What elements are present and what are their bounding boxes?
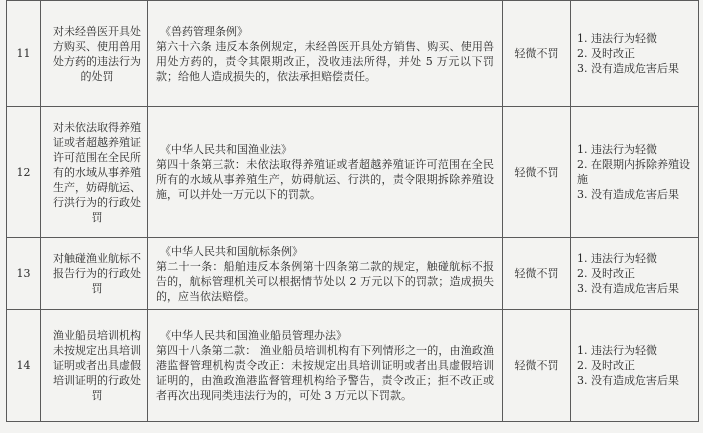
violation-item: 对未经兽医开具处方购买、使用兽用处方药的违法行为的处罚: [41, 1, 148, 107]
table-row: [7, 1, 699, 107]
law-title: 《兽药管理条例》: [160, 24, 248, 38]
row-number: 14: [7, 310, 41, 422]
legal-basis: [148, 1, 503, 107]
row-number: 12: [7, 107, 41, 238]
row-number: 11: [7, 1, 41, 107]
table-row: [7, 107, 699, 238]
legal-basis: [148, 238, 503, 310]
conditions: [571, 107, 699, 238]
condition-item: 1. 违法行为轻微: [577, 252, 657, 265]
violation-item: 渔业船员培训机构未按规定出具培训证明或者出具虚假培训证明的行政处罚: [41, 310, 148, 422]
condition-item: 2. 在限期内拆除养殖设施: [577, 158, 690, 186]
condition-item: 2. 及时改正: [577, 267, 635, 280]
law-title: 《中华人民共和国航标条例》: [160, 244, 303, 258]
condition-item: 2. 及时改正: [577, 359, 635, 372]
table-row: [7, 238, 699, 310]
law-text: 第六十六条 违反本条例规定，未经兽医开具处方销售、购买、使用兽用处方药的，责令其限期改正，没收违法所得，并处 5 万元以下罚款；给他人造成损失的，依法承担赔偿责任。: [156, 39, 494, 83]
condition-item: 1. 违法行为轻微: [577, 32, 657, 45]
penalty-level: 轻微不罚: [503, 238, 571, 310]
condition-item: 3. 没有造成危害后果: [577, 282, 679, 295]
law-text: 第四十条第三款：未依法取得养殖证或者超越养殖证许可范围在全民所有的水域从事养殖生产，妨碍航运、行洪的，责令限期拆除养殖设施，可以并处一万元以下的罚款。: [156, 158, 494, 201]
law-title: 《中华人民共和国渔业船员管理办法》: [160, 329, 347, 342]
penalty-level: 轻微不罚: [503, 1, 571, 107]
condition-item: 3. 没有造成危害后果: [577, 188, 679, 201]
penalty-table: [6, 0, 699, 422]
condition-item: 3. 没有造成危害后果: [577, 62, 679, 75]
law-text: 第四十八条第二款： 渔业船员培训机构有下列情形之一的，由渔政渔港监督管理机构责令改正：未按规定出具培训证明或者出具虚假培训证明的，由渔政渔港监督管理机构给予警告，责令改正；拒不改正或者再次出现同类违法行为的，可处 3 万元以下罚款。: [156, 344, 494, 402]
condition-item: 3. 没有造成危害后果: [577, 374, 679, 387]
row-number: 13: [7, 238, 41, 310]
law-title: 《中华人民共和国渔业法》: [160, 143, 292, 156]
legal-basis: [148, 310, 503, 422]
penalty-level: 轻微不罚: [503, 310, 571, 422]
violation-item: 对未依法取得养殖证或者超越养殖证许可范围在全民所有的水域从事养殖生产，妨碍航运、行洪行为的行政处罚: [41, 107, 148, 238]
legal-basis: [148, 107, 503, 238]
conditions: [571, 310, 699, 422]
table-row: [7, 310, 699, 422]
law-text: 第二十一条：船舶违反本条例第十四条第二款的规定，触碰航标不报告的，航标管理机关可以根据情节处以 2 万元以下的罚款；造成损失的，应当依法赔偿。: [156, 259, 494, 303]
conditions: [571, 238, 699, 310]
conditions: [571, 1, 699, 107]
condition-item: 2. 及时改正: [577, 47, 635, 60]
penalty-level: 轻微不罚: [503, 107, 571, 238]
condition-item: 1. 违法行为轻微: [577, 344, 657, 357]
condition-item: 1. 违法行为轻微: [577, 143, 657, 156]
violation-item: 对触碰渔业航标不报告行为的行政处罚: [41, 238, 148, 310]
